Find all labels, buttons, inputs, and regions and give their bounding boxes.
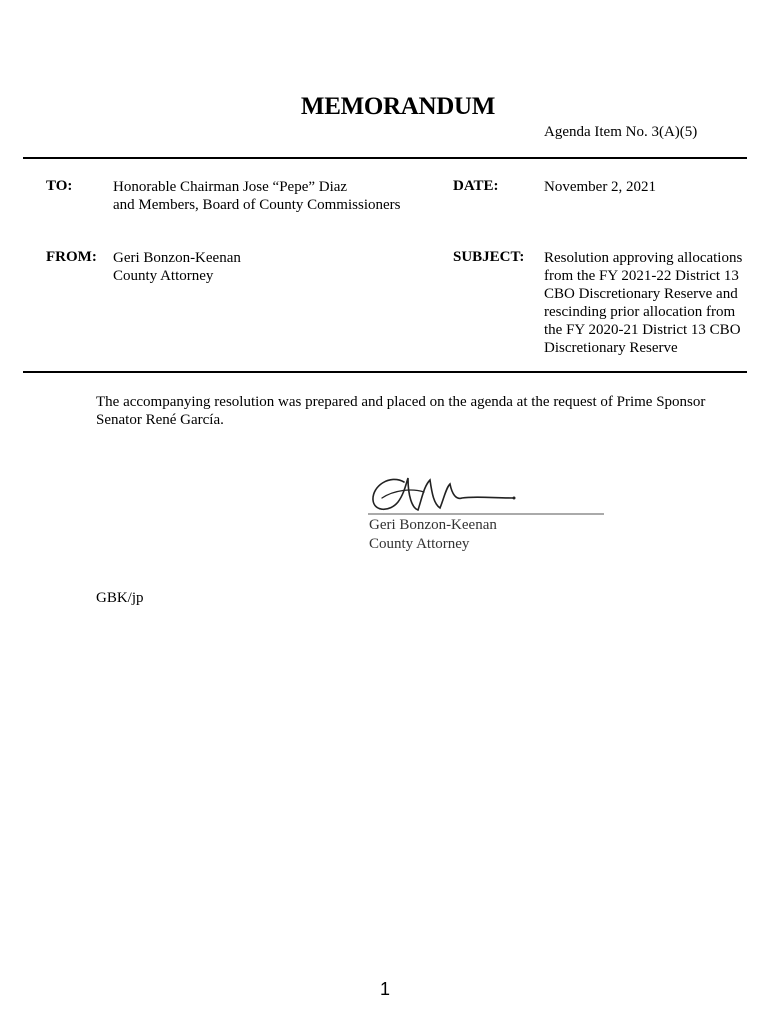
to-line: and Members, Board of County Commissioners — [113, 197, 401, 213]
signature-title: County Attorney — [369, 536, 470, 552]
from-sender — [113, 249, 241, 285]
subject-line: Resolution approving allocations — [544, 250, 743, 266]
signature-block — [369, 516, 497, 554]
typist-initials: GBK/jp — [96, 590, 144, 606]
date-label: DATE: — [453, 178, 499, 194]
page-number: 1 — [379, 979, 390, 999]
subject-label: SUBJECT: — [453, 249, 525, 265]
subject-line: rescinding prior allocation from — [544, 304, 736, 320]
signature-name: Geri Bonzon-Keenan — [369, 517, 497, 533]
body-line: The accompanying resolution was prepared and placed on the agenda at the request of Prime Sponsor — [96, 394, 706, 410]
from-label: FROM: — [46, 249, 97, 265]
from-line: Geri Bonzon-Keenan — [113, 250, 241, 266]
subject-line: CBO Discretionary Reserve and — [544, 286, 738, 302]
date-value: November 2, 2021 — [544, 179, 657, 195]
body-line: Senator René García. — [96, 412, 224, 428]
subject-line: the FY 2020-21 District 13 CBO — [544, 322, 741, 338]
header-bottom-rule — [23, 371, 747, 373]
subject-line: Discretionary Reserve — [544, 340, 678, 356]
memo-body — [96, 393, 705, 429]
to-label: TO: — [46, 178, 73, 194]
to-line: Honorable Chairman Jose “Pepe” Diaz — [113, 179, 348, 195]
subject-text — [544, 249, 742, 357]
header-top-rule — [23, 157, 747, 159]
subject-line: from the FY 2021-22 District 13 — [544, 268, 739, 284]
memo-title: MEMORANDUM — [300, 93, 496, 120]
agenda-item-number: Agenda Item No. 3(A)(5) — [544, 124, 698, 140]
from-line: County Attorney — [113, 268, 214, 284]
to-recipients — [113, 178, 400, 214]
